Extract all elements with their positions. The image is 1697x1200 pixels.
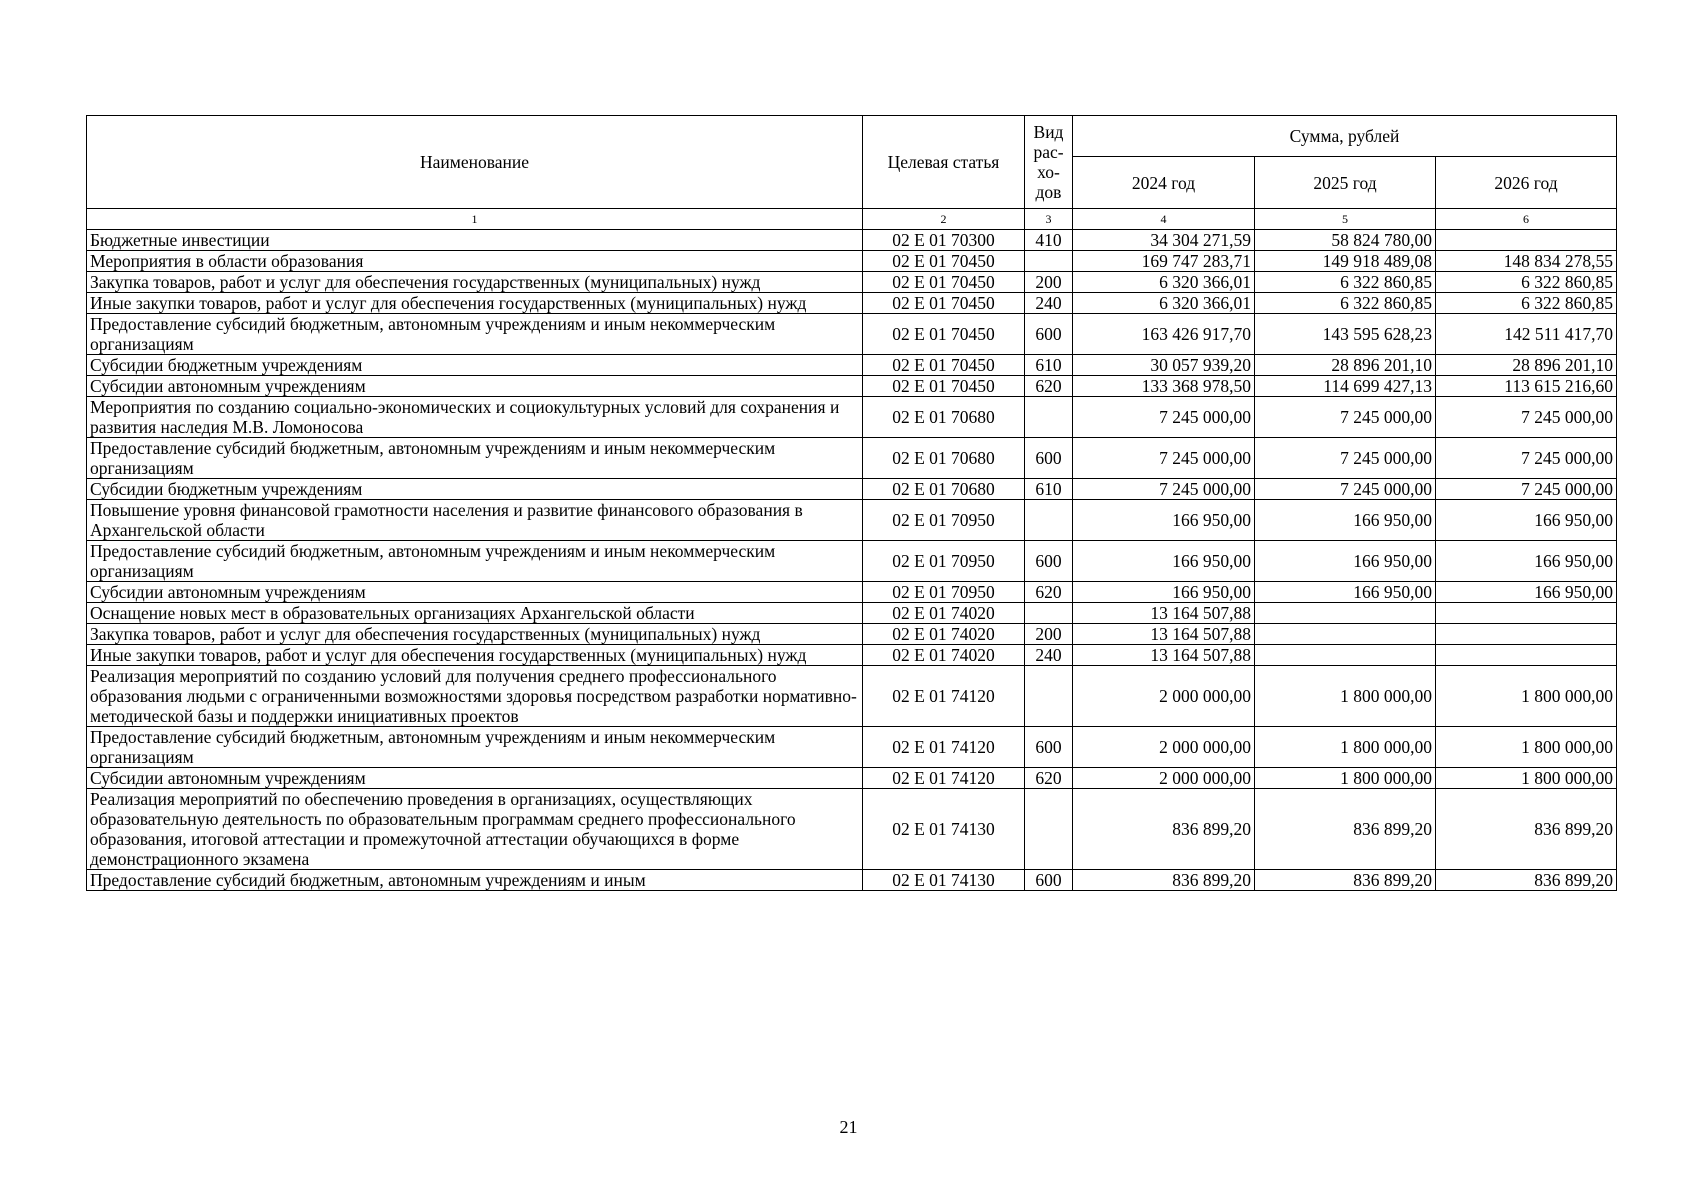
row-sum-2026 <box>1436 603 1617 624</box>
row-sum-2025: 1 800 000,00 <box>1255 666 1436 727</box>
table-row <box>87 666 1617 727</box>
row-target-article: 02 Е 01 70950 <box>863 582 1025 603</box>
row-sum-2026: 836 899,20 <box>1436 789 1617 870</box>
col-number: 5 <box>1255 209 1436 230</box>
row-sum-2026: 148 834 278,55 <box>1436 251 1617 272</box>
table-row <box>87 293 1617 314</box>
row-sum-2026: 6 322 860,85 <box>1436 272 1617 293</box>
table-row <box>87 376 1617 397</box>
row-name: Субсидии автономным учреждениям <box>87 582 863 603</box>
row-name: Мероприятия по созданию социально-экономических и социокультурных условий для сохранения и развития наследия М.В. Ломоносова <box>87 397 863 438</box>
row-sum-2026: 7 245 000,00 <box>1436 479 1617 500</box>
row-sum-2024: 2 000 000,00 <box>1073 768 1255 789</box>
row-sum-2024: 7 245 000,00 <box>1073 438 1255 479</box>
col-number: 1 <box>87 209 863 230</box>
table-row <box>87 314 1617 355</box>
table-row <box>87 541 1617 582</box>
row-expense-type: 610 <box>1025 355 1073 376</box>
row-name: Реализация мероприятий по созданию условий для получения среднего профессионального образования людьми с ограниченными возможностями здоровья посредством разработки нормативно-методической базы и поддержки инициативных проектов <box>87 666 863 727</box>
table-row <box>87 645 1617 666</box>
row-name: Субсидии автономным учреждениям <box>87 376 863 397</box>
table-row <box>87 230 1617 251</box>
row-name: Предоставление субсидий бюджетным, автономным учреждениям и иным некоммерческим организациям <box>87 727 863 768</box>
col-number: 2 <box>863 209 1025 230</box>
header-year-2025: 2025 год <box>1255 157 1436 209</box>
row-sum-2026: 836 899,20 <box>1436 870 1617 891</box>
row-sum-2025: 166 950,00 <box>1255 500 1436 541</box>
row-sum-2025: 58 824 780,00 <box>1255 230 1436 251</box>
page-number: 21 <box>839 1117 858 1137</box>
row-target-article: 02 Е 01 74130 <box>863 870 1025 891</box>
row-sum-2025: 7 245 000,00 <box>1255 438 1436 479</box>
row-sum-2026: 113 615 216,60 <box>1436 376 1617 397</box>
row-expense-type: 620 <box>1025 376 1073 397</box>
row-expense-type: 600 <box>1025 438 1073 479</box>
col-number: 3 <box>1025 209 1073 230</box>
row-sum-2024: 13 164 507,88 <box>1073 603 1255 624</box>
row-expense-type: 410 <box>1025 230 1073 251</box>
table-row <box>87 500 1617 541</box>
row-target-article: 02 Е 01 74120 <box>863 666 1025 727</box>
table-row <box>87 624 1617 645</box>
budget-table <box>86 115 1617 891</box>
row-expense-type <box>1025 251 1073 272</box>
row-name: Предоставление субсидий бюджетным, автономным учреждениям и иным некоммерческим организациям <box>87 314 863 355</box>
row-sum-2025: 836 899,20 <box>1255 789 1436 870</box>
table-header <box>87 116 1617 230</box>
row-target-article: 02 Е 01 74020 <box>863 624 1025 645</box>
row-sum-2024: 166 950,00 <box>1073 582 1255 603</box>
row-sum-2025: 143 595 628,23 <box>1255 314 1436 355</box>
row-target-article: 02 Е 01 74120 <box>863 727 1025 768</box>
row-target-article: 02 Е 01 74130 <box>863 789 1025 870</box>
row-sum-2024: 6 320 366,01 <box>1073 272 1255 293</box>
col-number: 4 <box>1073 209 1255 230</box>
row-sum-2024: 2 000 000,00 <box>1073 666 1255 727</box>
row-name: Субсидии бюджетным учреждениям <box>87 479 863 500</box>
row-name: Реализация мероприятий по обеспечению проведения в организациях, осуществляющих образовательную деятельность по образовательным программам среднего профессионального образования, итоговой аттестации и промежуточной аттестации обучающихся в форме демонстрационного экзамена <box>87 789 863 870</box>
row-sum-2025: 114 699 427,13 <box>1255 376 1436 397</box>
header-year-2024: 2024 год <box>1073 157 1255 209</box>
row-expense-type: 200 <box>1025 272 1073 293</box>
row-sum-2024: 34 304 271,59 <box>1073 230 1255 251</box>
row-expense-type: 240 <box>1025 645 1073 666</box>
row-sum-2026: 166 950,00 <box>1436 582 1617 603</box>
row-name: Предоставление субсидий бюджетным, автономным учреждениям и иным <box>87 870 863 891</box>
row-sum-2025 <box>1255 624 1436 645</box>
table-row <box>87 727 1617 768</box>
row-expense-type: 600 <box>1025 870 1073 891</box>
row-expense-type <box>1025 789 1073 870</box>
row-target-article: 02 Е 01 70450 <box>863 251 1025 272</box>
col-number: 6 <box>1436 209 1617 230</box>
row-expense-type: 610 <box>1025 479 1073 500</box>
row-sum-2025: 166 950,00 <box>1255 541 1436 582</box>
row-sum-2026 <box>1436 624 1617 645</box>
table-row <box>87 272 1617 293</box>
row-name: Закупка товаров, работ и услуг для обеспечения государственных (муниципальных) нужд <box>87 624 863 645</box>
header-expense-type: Вид рас-хо-дов <box>1025 116 1073 209</box>
row-target-article: 02 Е 01 70680 <box>863 438 1025 479</box>
row-sum-2026 <box>1436 645 1617 666</box>
header-target-article: Целевая статья <box>863 116 1025 209</box>
row-name: Повышение уровня финансовой грамотности населения и развитие финансового образования в Архангельской области <box>87 500 863 541</box>
row-sum-2026: 28 896 201,10 <box>1436 355 1617 376</box>
table-row <box>87 479 1617 500</box>
row-sum-2025: 7 245 000,00 <box>1255 397 1436 438</box>
row-name: Мероприятия в области образования <box>87 251 863 272</box>
row-name: Субсидии бюджетным учреждениям <box>87 355 863 376</box>
table-row <box>87 251 1617 272</box>
row-target-article: 02 Е 01 70950 <box>863 541 1025 582</box>
row-sum-2024: 13 164 507,88 <box>1073 624 1255 645</box>
row-expense-type: 620 <box>1025 582 1073 603</box>
row-target-article: 02 Е 01 70450 <box>863 355 1025 376</box>
row-target-article: 02 Е 01 70450 <box>863 293 1025 314</box>
row-sum-2024: 6 320 366,01 <box>1073 293 1255 314</box>
row-name: Предоставление субсидий бюджетным, автономным учреждениям и иным некоммерческим организациям <box>87 541 863 582</box>
row-name: Оснащение новых мест в образовательных организациях Архангельской области <box>87 603 863 624</box>
row-sum-2024: 166 950,00 <box>1073 500 1255 541</box>
row-expense-type <box>1025 666 1073 727</box>
row-sum-2024: 133 368 978,50 <box>1073 376 1255 397</box>
row-sum-2025 <box>1255 645 1436 666</box>
table-row <box>87 870 1617 891</box>
row-expense-type <box>1025 603 1073 624</box>
row-sum-2026: 142 511 417,70 <box>1436 314 1617 355</box>
row-name: Субсидии автономным учреждениям <box>87 768 863 789</box>
row-sum-2026: 7 245 000,00 <box>1436 397 1617 438</box>
row-sum-2024: 836 899,20 <box>1073 789 1255 870</box>
row-name: Закупка товаров, работ и услуг для обеспечения государственных (муниципальных) нужд <box>87 272 863 293</box>
row-sum-2024: 2 000 000,00 <box>1073 727 1255 768</box>
row-expense-type <box>1025 500 1073 541</box>
row-expense-type: 200 <box>1025 624 1073 645</box>
table-body <box>87 230 1617 891</box>
row-sum-2026: 166 950,00 <box>1436 541 1617 582</box>
row-target-article: 02 Е 01 74020 <box>863 603 1025 624</box>
row-sum-2024: 13 164 507,88 <box>1073 645 1255 666</box>
row-target-article: 02 Е 01 70680 <box>863 479 1025 500</box>
row-sum-2026: 1 800 000,00 <box>1436 666 1617 727</box>
row-sum-2026: 6 322 860,85 <box>1436 293 1617 314</box>
row-expense-type: 600 <box>1025 541 1073 582</box>
row-name: Бюджетные инвестиции <box>87 230 863 251</box>
row-target-article: 02 Е 01 74020 <box>863 645 1025 666</box>
row-sum-2025: 6 322 860,85 <box>1255 293 1436 314</box>
table-row <box>87 355 1617 376</box>
row-sum-2026 <box>1436 230 1617 251</box>
row-sum-2025: 7 245 000,00 <box>1255 479 1436 500</box>
row-sum-2026: 1 800 000,00 <box>1436 727 1617 768</box>
table-row <box>87 768 1617 789</box>
row-sum-2024: 30 057 939,20 <box>1073 355 1255 376</box>
row-name: Предоставление субсидий бюджетным, автономным учреждениям и иным некоммерческим организациям <box>87 438 863 479</box>
row-sum-2025: 166 950,00 <box>1255 582 1436 603</box>
row-target-article: 02 Е 01 70450 <box>863 272 1025 293</box>
row-sum-2024: 7 245 000,00 <box>1073 397 1255 438</box>
row-target-article: 02 Е 01 70450 <box>863 376 1025 397</box>
header-year-2026: 2026 год <box>1436 157 1617 209</box>
row-expense-type: 600 <box>1025 314 1073 355</box>
row-sum-2024: 163 426 917,70 <box>1073 314 1255 355</box>
row-expense-type <box>1025 397 1073 438</box>
row-sum-2025: 1 800 000,00 <box>1255 727 1436 768</box>
row-sum-2025: 28 896 201,10 <box>1255 355 1436 376</box>
row-target-article: 02 Е 01 70680 <box>863 397 1025 438</box>
row-sum-2026: 166 950,00 <box>1436 500 1617 541</box>
row-expense-type: 620 <box>1025 768 1073 789</box>
table-row <box>87 603 1617 624</box>
row-target-article: 02 Е 01 70950 <box>863 500 1025 541</box>
table-row <box>87 397 1617 438</box>
row-name: Иные закупки товаров, работ и услуг для обеспечения государственных (муниципальных) нужд <box>87 645 863 666</box>
row-target-article: 02 Е 01 70300 <box>863 230 1025 251</box>
row-expense-type: 600 <box>1025 727 1073 768</box>
row-expense-type: 240 <box>1025 293 1073 314</box>
row-sum-2026: 1 800 000,00 <box>1436 768 1617 789</box>
table-row <box>87 789 1617 870</box>
row-sum-2025: 836 899,20 <box>1255 870 1436 891</box>
row-sum-2025: 149 918 489,08 <box>1255 251 1436 272</box>
header-sum: Сумма, рублей <box>1073 116 1617 157</box>
row-target-article: 02 Е 01 70450 <box>863 314 1025 355</box>
row-target-article: 02 Е 01 74120 <box>863 768 1025 789</box>
row-sum-2024: 166 950,00 <box>1073 541 1255 582</box>
row-name: Иные закупки товаров, работ и услуг для обеспечения государственных (муниципальных) нужд <box>87 293 863 314</box>
row-sum-2025 <box>1255 603 1436 624</box>
row-sum-2026: 7 245 000,00 <box>1436 438 1617 479</box>
row-sum-2024: 7 245 000,00 <box>1073 479 1255 500</box>
row-sum-2024: 836 899,20 <box>1073 870 1255 891</box>
header-name: Наименование <box>87 116 863 209</box>
table-row <box>87 438 1617 479</box>
row-sum-2025: 6 322 860,85 <box>1255 272 1436 293</box>
table-row <box>87 582 1617 603</box>
row-sum-2025: 1 800 000,00 <box>1255 768 1436 789</box>
row-sum-2024: 169 747 283,71 <box>1073 251 1255 272</box>
